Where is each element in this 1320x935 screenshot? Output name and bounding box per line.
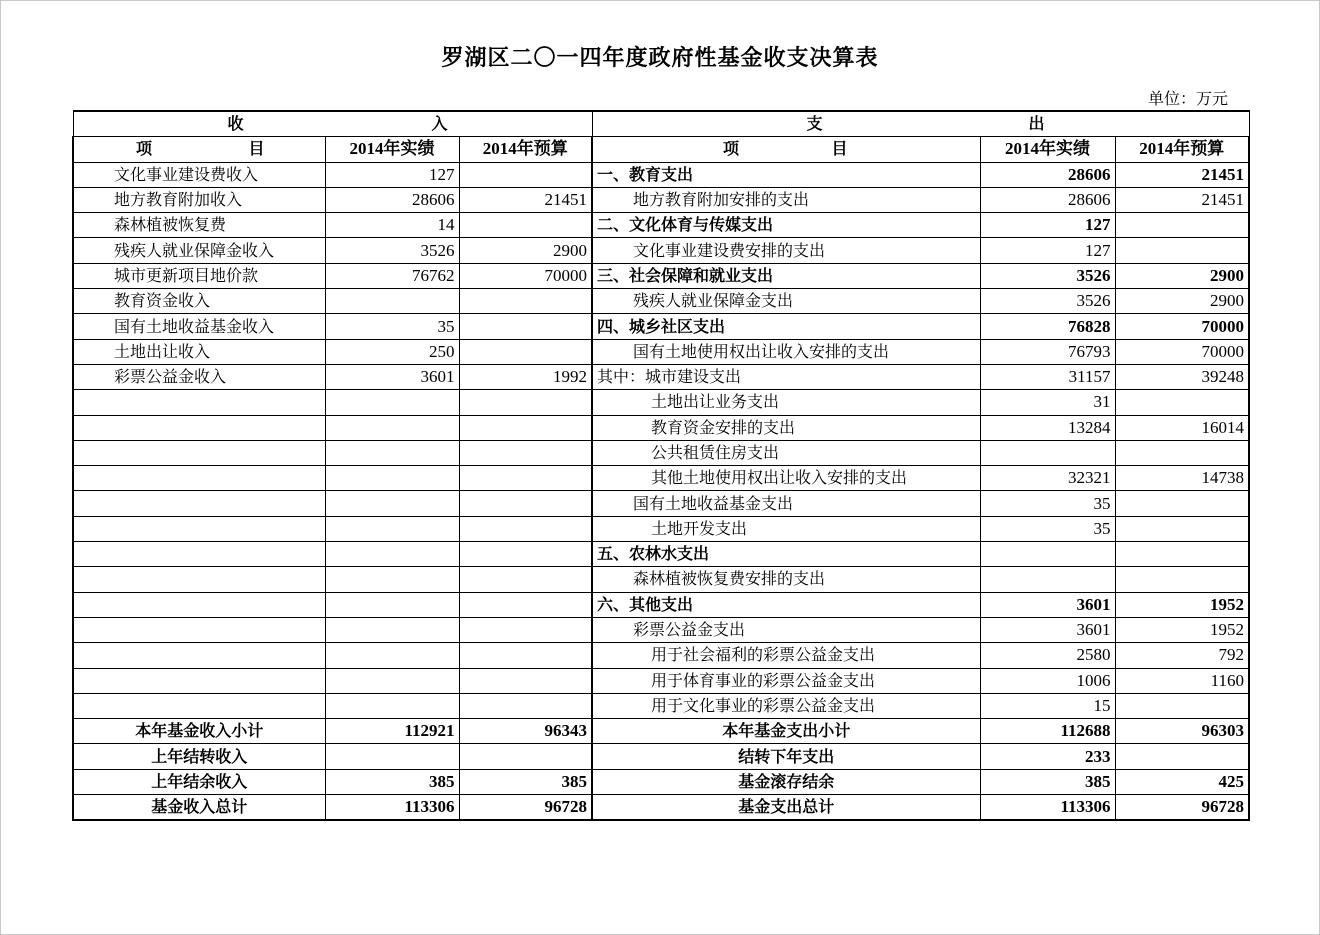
expense-budget-cell <box>1115 567 1249 592</box>
expense-item-cell: 其中：城市建设支出 <box>592 364 980 389</box>
expense-total-label: 结转下年支出 <box>592 744 980 769</box>
expense-budget-cell <box>1115 693 1249 718</box>
expense-total-budget: 425 <box>1115 769 1249 794</box>
income-item-cell: 教育资金收入 <box>73 289 325 314</box>
expense-item-cell: 六、其他支出 <box>592 592 980 617</box>
expense-actual-cell: 31157 <box>980 364 1115 389</box>
income-item-cell <box>73 440 325 465</box>
expense-actual-cell: 15 <box>980 693 1115 718</box>
total-row <box>73 719 1249 744</box>
expense-total-actual: 113306 <box>980 795 1115 821</box>
expense-item-cell: 其他土地使用权出让收入安排的支出 <box>592 466 980 491</box>
income-actual-cell <box>325 542 459 567</box>
income-budget-cell <box>459 592 592 617</box>
table-row <box>73 263 1249 288</box>
income-budget-cell <box>459 668 592 693</box>
expense-item-cell: 残疾人就业保障金支出 <box>592 289 980 314</box>
expense-actual-cell: 3601 <box>980 617 1115 642</box>
expense-budget-cell: 39248 <box>1115 364 1249 389</box>
table-row <box>73 289 1249 314</box>
table-row <box>73 617 1249 642</box>
table-row <box>73 542 1249 567</box>
income-total-actual: 113306 <box>325 795 459 821</box>
expense-actual-cell: 76793 <box>980 339 1115 364</box>
income-actual-cell <box>325 567 459 592</box>
expense-item-cell: 用于体育事业的彩票公益金支出 <box>592 668 980 693</box>
income-budget-cell <box>459 617 592 642</box>
income-budget-cell <box>459 693 592 718</box>
unit-label: 单位：万元 <box>1147 89 1228 108</box>
expense-total-label: 基金滚存结余 <box>592 769 980 794</box>
expense-budget-cell: 70000 <box>1115 314 1249 339</box>
expense-budget-cell <box>1115 238 1249 263</box>
income-budget-cell <box>459 516 592 541</box>
income-item-cell <box>73 415 325 440</box>
expense-budget-cell: 14738 <box>1115 466 1249 491</box>
income-item-cell <box>73 491 325 516</box>
income-actual-cell <box>325 668 459 693</box>
expense-budget-cell: 70000 <box>1115 339 1249 364</box>
expense-actual-cell: 32321 <box>980 466 1115 491</box>
income-total-label: 基金收入总计 <box>73 795 325 821</box>
expense-item-header-char-2: 目 <box>831 139 848 159</box>
expense-item-cell: 五、农林水支出 <box>592 542 980 567</box>
expense-actual-cell: 2580 <box>980 643 1115 668</box>
income-item-cell: 土地出让收入 <box>73 339 325 364</box>
income-item-cell <box>73 542 325 567</box>
income-actual-cell <box>325 390 459 415</box>
expense-budget-cell: 16014 <box>1115 415 1249 440</box>
expense-total-actual: 233 <box>980 744 1115 769</box>
expense-budget-cell: 792 <box>1115 643 1249 668</box>
income-item-cell: 彩票公益金收入 <box>73 364 325 389</box>
expense-header-char-2: 出 <box>1028 114 1045 134</box>
income-actual-cell <box>325 440 459 465</box>
income-actual-cell: 35 <box>325 314 459 339</box>
income-budget-cell <box>459 440 592 465</box>
table-row <box>73 693 1249 718</box>
income-actual-cell: 76762 <box>325 263 459 288</box>
expense-item-cell: 四、城乡社区支出 <box>592 314 980 339</box>
income-actual-cell <box>325 643 459 668</box>
income-actual-cell: 3526 <box>325 238 459 263</box>
income-budget-cell <box>459 542 592 567</box>
table-row <box>73 440 1249 465</box>
income-actual-cell: 3601 <box>325 364 459 389</box>
income-total-budget: 96728 <box>459 795 592 821</box>
expense-budget-header: 2014年预算 <box>1115 137 1249 162</box>
expense-total-budget: 96303 <box>1115 719 1249 744</box>
expense-budget-cell: 1952 <box>1115 617 1249 642</box>
table-row <box>73 364 1249 389</box>
table-row <box>73 390 1249 415</box>
income-actual-cell: 250 <box>325 339 459 364</box>
income-actual-cell: 28606 <box>325 187 459 212</box>
table-row <box>73 415 1249 440</box>
expense-actual-cell: 28606 <box>980 187 1115 212</box>
expense-item-header-char-1: 项 <box>723 139 740 159</box>
income-budget-cell <box>459 289 592 314</box>
expense-actual-cell: 1006 <box>980 668 1115 693</box>
income-actual-cell <box>325 491 459 516</box>
expense-item-cell: 用于文化事业的彩票公益金支出 <box>592 693 980 718</box>
income-header-char-1: 收 <box>227 114 244 134</box>
expense-budget-cell: 21451 <box>1115 162 1249 187</box>
income-budget-cell: 1992 <box>459 364 592 389</box>
expense-item-cell: 一、教育支出 <box>592 162 980 187</box>
expense-item-cell: 公共租赁住房支出 <box>592 440 980 465</box>
income-item-cell <box>73 390 325 415</box>
income-budget-cell <box>459 213 592 238</box>
income-actual-cell <box>325 415 459 440</box>
income-item-header-char-2: 目 <box>248 139 265 159</box>
income-budget-cell <box>459 390 592 415</box>
income-item-cell <box>73 592 325 617</box>
expense-header-char-1: 支 <box>806 114 823 134</box>
table-row <box>73 668 1249 693</box>
expense-item-cell: 土地开发支出 <box>592 516 980 541</box>
income-header-char-2: 入 <box>431 114 448 134</box>
table-row <box>73 238 1249 263</box>
expense-total-label: 本年基金支出小计 <box>592 719 980 744</box>
expense-actual-cell: 3526 <box>980 289 1115 314</box>
expense-actual-cell: 76828 <box>980 314 1115 339</box>
table-row <box>73 516 1249 541</box>
expense-actual-cell <box>980 542 1115 567</box>
income-budget-cell <box>459 339 592 364</box>
table-row <box>73 162 1249 187</box>
expense-item-cell: 教育资金安排的支出 <box>592 415 980 440</box>
section-header-row <box>73 111 1249 137</box>
expense-actual-cell: 35 <box>980 516 1115 541</box>
income-item-header <box>73 137 325 162</box>
expense-total-label: 基金支出总计 <box>592 795 980 821</box>
income-item-cell: 地方教育附加收入 <box>73 187 325 212</box>
expense-budget-cell <box>1115 491 1249 516</box>
table-row <box>73 213 1249 238</box>
expense-item-cell: 彩票公益金支出 <box>592 617 980 642</box>
expense-item-cell: 文化事业建设费安排的支出 <box>592 238 980 263</box>
income-item-cell: 残疾人就业保障金收入 <box>73 238 325 263</box>
expense-budget-cell: 1160 <box>1115 668 1249 693</box>
income-actual-cell <box>325 693 459 718</box>
expense-budget-cell: 2900 <box>1115 289 1249 314</box>
income-actual-cell <box>325 617 459 642</box>
expense-budget-cell: 1952 <box>1115 592 1249 617</box>
fund-table-body <box>73 111 1249 820</box>
expense-actual-cell: 3526 <box>980 263 1115 288</box>
income-total-actual <box>325 744 459 769</box>
expense-total-actual: 112688 <box>980 719 1115 744</box>
expense-budget-cell <box>1115 440 1249 465</box>
table-row <box>73 643 1249 668</box>
expense-total-budget: 96728 <box>1115 795 1249 821</box>
expense-actual-cell <box>980 440 1115 465</box>
expense-actual-cell: 35 <box>980 491 1115 516</box>
expense-item-cell: 地方教育附加安排的支出 <box>592 187 980 212</box>
expense-budget-cell <box>1115 390 1249 415</box>
income-budget-cell: 2900 <box>459 238 592 263</box>
income-total-label: 上年结转收入 <box>73 744 325 769</box>
income-total-actual: 112921 <box>325 719 459 744</box>
expense-item-cell: 二、文化体育与传媒支出 <box>592 213 980 238</box>
table-row <box>73 187 1249 212</box>
income-item-cell <box>73 643 325 668</box>
income-item-cell <box>73 693 325 718</box>
income-total-label: 本年基金收入小计 <box>73 719 325 744</box>
expense-item-cell: 国有土地收益基金支出 <box>592 491 980 516</box>
expense-item-cell: 森林植被恢复费安排的支出 <box>592 567 980 592</box>
expense-actual-cell: 127 <box>980 213 1115 238</box>
expense-budget-cell: 2900 <box>1115 263 1249 288</box>
table-row <box>73 339 1249 364</box>
income-actual-cell: 14 <box>325 213 459 238</box>
column-header-row <box>73 137 1249 162</box>
income-item-header-char-1: 项 <box>136 139 153 159</box>
expense-actual-cell: 127 <box>980 238 1115 263</box>
expense-budget-cell <box>1115 213 1249 238</box>
income-total-label: 上年结余收入 <box>73 769 325 794</box>
income-budget-cell: 21451 <box>459 187 592 212</box>
income-item-cell <box>73 668 325 693</box>
expense-actual-cell: 13284 <box>980 415 1115 440</box>
table-row <box>73 314 1249 339</box>
income-budget-cell <box>459 314 592 339</box>
expense-budget-cell <box>1115 542 1249 567</box>
expense-total-budget <box>1115 744 1249 769</box>
total-row <box>73 769 1249 794</box>
expense-budget-cell: 21451 <box>1115 187 1249 212</box>
income-item-cell: 文化事业建设费收入 <box>73 162 325 187</box>
income-item-cell <box>73 466 325 491</box>
table-row <box>73 592 1249 617</box>
income-total-budget <box>459 744 592 769</box>
income-item-cell: 森林植被恢复费 <box>73 213 325 238</box>
expense-actual-cell <box>980 567 1115 592</box>
income-budget-cell <box>459 415 592 440</box>
table-row <box>73 567 1249 592</box>
expense-item-header <box>592 137 980 162</box>
expense-item-cell: 国有土地使用权出让收入安排的支出 <box>592 339 980 364</box>
income-budget-cell <box>459 466 592 491</box>
expense-item-cell: 土地出让业务支出 <box>592 390 980 415</box>
income-actual-cell: 127 <box>325 162 459 187</box>
total-row <box>73 795 1249 821</box>
income-item-cell <box>73 567 325 592</box>
income-item-cell: 城市更新项目地价款 <box>73 263 325 288</box>
expense-budget-cell <box>1115 516 1249 541</box>
fund-table <box>72 110 1250 821</box>
income-item-cell <box>73 516 325 541</box>
income-actual-cell <box>325 592 459 617</box>
income-budget-cell <box>459 162 592 187</box>
income-actual-cell <box>325 289 459 314</box>
expense-actual-cell: 3601 <box>980 592 1115 617</box>
income-budget-cell <box>459 567 592 592</box>
income-budget-cell: 70000 <box>459 263 592 288</box>
page-title: 罗湖区二〇一四年度政府性基金收支决算表 <box>441 45 879 71</box>
total-row <box>73 744 1249 769</box>
expense-item-cell: 用于社会福利的彩票公益金支出 <box>592 643 980 668</box>
table-row <box>73 491 1249 516</box>
expense-actual-cell: 28606 <box>980 162 1115 187</box>
income-budget-header: 2014年预算 <box>459 137 592 162</box>
income-actual-cell <box>325 466 459 491</box>
income-actual-header: 2014年实绩 <box>325 137 459 162</box>
income-section-header <box>73 111 592 137</box>
expense-item-cell: 三、社会保障和就业支出 <box>592 263 980 288</box>
income-total-budget: 96343 <box>459 719 592 744</box>
income-budget-cell <box>459 643 592 668</box>
expense-section-header <box>592 111 1249 137</box>
expense-total-actual: 385 <box>980 769 1115 794</box>
table-row <box>73 466 1249 491</box>
expense-actual-header: 2014年实绩 <box>980 137 1115 162</box>
income-budget-cell <box>459 491 592 516</box>
income-total-budget: 385 <box>459 769 592 794</box>
income-item-cell: 国有土地收益基金收入 <box>73 314 325 339</box>
income-item-cell <box>73 617 325 642</box>
expense-actual-cell: 31 <box>980 390 1115 415</box>
income-actual-cell <box>325 516 459 541</box>
income-total-actual: 385 <box>325 769 459 794</box>
